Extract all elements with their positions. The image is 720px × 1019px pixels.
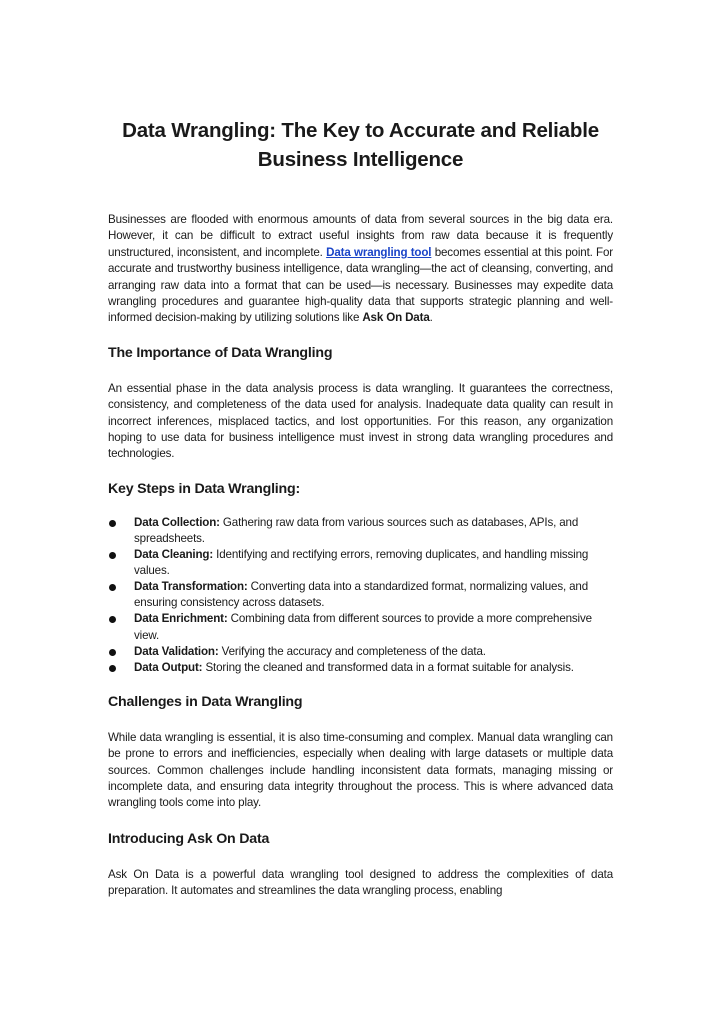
key-steps-list xyxy=(108,515,613,676)
intro-paragraph xyxy=(108,212,613,327)
bullet-icon xyxy=(109,665,116,672)
step-text: Verifying the accuracy and completeness of the data. xyxy=(218,644,486,658)
intro-brand: Ask On Data xyxy=(362,311,430,325)
list-item xyxy=(108,579,613,611)
challenges-heading: Challenges in Data Wrangling xyxy=(108,693,303,710)
bullet-icon xyxy=(109,520,116,527)
step-text: Storing the cleaned and transformed data in a format suitable for analysis. xyxy=(202,660,574,674)
list-item xyxy=(108,644,613,660)
step-label: Data Validation: xyxy=(134,644,219,658)
introducing-paragraph: Ask On Data is a powerful data wrangling tool designed to address the complexities of data preparation. It automates and streamlines the data wrangling process, enabling xyxy=(108,867,613,898)
list-item xyxy=(108,611,613,643)
document-title: Data Wrangling: The Key to Accurate and Reliable Business Intelligence xyxy=(122,119,599,171)
intro-end: . xyxy=(429,311,433,325)
importance-paragraph: An essential phase in the data analysis process is data wrangling. It guarantees the correctness, consistency, and completeness of the data used for analysis. Inadequate data quality can result in incorrect inferences, misplaced tactics, and lost opportunities. For this reason, any organization hoping to use data for business intelligence must invest in strong data wrangling procedures and technologies. xyxy=(108,381,613,461)
data-wrangling-tool-link[interactable]: Data wrangling tool xyxy=(326,245,432,259)
step-text: Identifying and rectifying errors, removing duplicates, and handling missing values. xyxy=(134,548,589,578)
introducing-heading: Introducing Ask On Data xyxy=(108,830,270,847)
bullet-icon xyxy=(109,649,116,656)
step-text: Gathering raw data from various sources such as databases, APIs, and spreadsheets. xyxy=(134,515,579,545)
bullet-icon xyxy=(109,552,116,559)
intro-text-after-link: becomes essential at this point. For accurate and trustworthy business intelligence, data wrangling—the act of cleansing, converting, and arranging raw data into a format that can be used—is necessary. Businesses may expedite data wrangling procedures and guarantee high-quality data that supports strategic planning and well-informed decision-making by utilizing solutions like xyxy=(108,245,614,325)
challenges-paragraph: While data wrangling is essential, it is also time-consuming and complex. Manual data wrangling can be prone to errors and inefficiencies, especially when dealing with large datasets or multiple data sources. Common challenges include handling inconsistent data formats, managing missing or incomplete data, and ensuring data integrity throughout the process. This is where advanced data wrangling tools come into play. xyxy=(108,730,613,810)
step-label: Data Enrichment: xyxy=(134,612,228,626)
step-label: Data Transformation: xyxy=(134,580,248,594)
list-item xyxy=(108,547,613,579)
intro-text-before-link: Businesses are flooded with enormous amounts of data from several sources in the big data era. However, it can be difficult to extract useful insights from raw data because it is frequently unstructured, inconsistent, and incomplete. xyxy=(108,213,613,259)
document-page xyxy=(108,116,613,900)
list-item xyxy=(108,660,613,676)
step-text: Combining data from different sources to provide a more comprehensive view. xyxy=(134,612,592,642)
importance-heading: The Importance of Data Wrangling xyxy=(108,344,333,361)
step-text: Converting data into a standardized format, normalizing values, and ensuring consistency across datasets. xyxy=(134,580,588,610)
bullet-icon xyxy=(109,616,116,623)
key-steps-heading: Key Steps in Data Wrangling: xyxy=(108,480,301,497)
bullet-icon xyxy=(109,584,116,591)
step-label: Data Output: xyxy=(134,660,203,674)
step-label: Data Cleaning: xyxy=(134,548,214,562)
step-label: Data Collection: xyxy=(134,515,220,529)
list-item xyxy=(108,515,613,547)
